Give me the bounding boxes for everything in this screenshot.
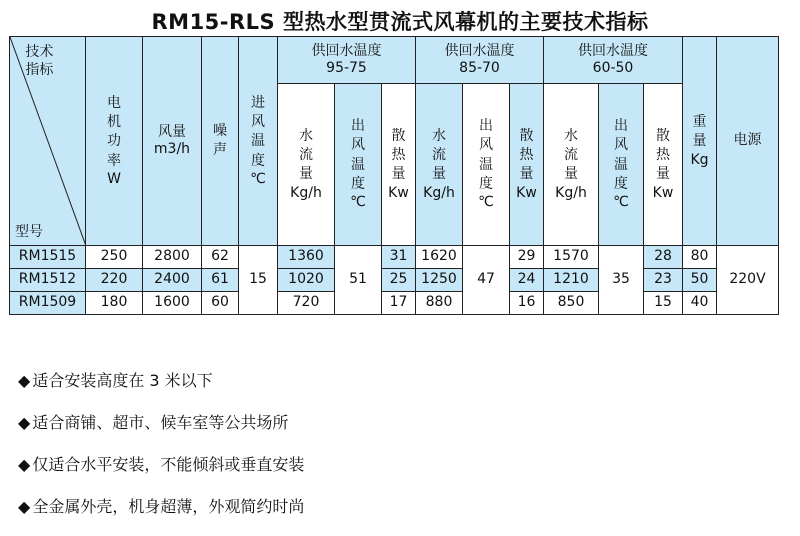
header-group-60-50: 供回水温度 60-50: [544, 37, 683, 84]
header-noise: 噪声: [202, 37, 239, 246]
list-item: ◆ 适合商铺、超市、候车室等公共场所: [18, 413, 289, 432]
page-title: RM15-RLS 型热水型贯流式风幕机的主要技术指标: [151, 10, 649, 34]
table-row: [10, 269, 779, 292]
weight-cell: 80: [683, 246, 717, 269]
header-power: 电机功率 W: [86, 37, 143, 246]
spec-table: [9, 36, 779, 315]
header-group-95-75: 供回水温度 95-75: [278, 37, 416, 84]
header-heat-3: 散热量 Kw: [644, 84, 683, 246]
corner-top-label: 技术指标: [25, 44, 54, 79]
model-cell: RM1515: [10, 246, 86, 269]
heat-cell: 17: [382, 292, 416, 315]
header-weight: 重量 Kg: [683, 37, 717, 246]
header-airflow: 风量 m3/h: [143, 37, 202, 246]
water-flow-cell: 1360: [278, 246, 335, 269]
header-heat-1: 散热量 Kw: [382, 84, 416, 246]
water-flow-cell: 1020: [278, 269, 335, 292]
water-flow-cell: 720: [278, 292, 335, 315]
header-water-flow-1: 水流量 Kg/h: [278, 84, 335, 246]
noise-cell: 62: [202, 246, 239, 269]
water-flow-cell: 1620: [416, 246, 463, 269]
power-cell: 180: [86, 292, 143, 315]
water-flow-cell: 1210: [544, 269, 599, 292]
table-row: [10, 292, 779, 315]
diamond-bullet-icon: ◆: [18, 455, 31, 474]
water-flow-cell: 1250: [416, 269, 463, 292]
power-supply-cell: 220V: [717, 246, 779, 315]
model-cell: RM1512: [10, 269, 86, 292]
outlet-temp-cell: 35: [599, 246, 644, 315]
inlet-temp-cell: 15: [239, 246, 278, 315]
model-cell: RM1509: [10, 292, 86, 315]
header-outlet-temp-1: 出风温度 ℃: [335, 84, 382, 246]
heat-cell: 31: [382, 246, 416, 269]
airflow-cell: 2800: [143, 246, 202, 269]
list-item: ◆ 适合安装高度在 3 米以下: [18, 371, 213, 390]
heat-cell: 29: [510, 246, 544, 269]
weight-cell: 50: [683, 269, 717, 292]
heat-cell: 16: [510, 292, 544, 315]
water-flow-cell: 850: [544, 292, 599, 315]
list-item: ◆ 仅适合水平安装，不能倾斜或垂直安装: [18, 455, 305, 474]
feature-list: [18, 368, 304, 536]
outlet-temp-cell: 47: [463, 246, 510, 315]
heat-cell: 25: [382, 269, 416, 292]
water-flow-cell: 880: [416, 292, 463, 315]
header-outlet-temp-2: 出风温度 ℃: [463, 84, 510, 246]
diamond-bullet-icon: ◆: [18, 371, 31, 390]
corner-bottom-label: 型号: [15, 223, 43, 240]
airflow-cell: 2400: [143, 269, 202, 292]
water-flow-cell: 1570: [544, 246, 599, 269]
airflow-cell: 1600: [143, 292, 202, 315]
weight-cell: 40: [683, 292, 717, 315]
header-water-flow-3: 水流量 Kg/h: [544, 84, 599, 246]
outlet-temp-cell: 51: [335, 246, 382, 315]
noise-cell: 60: [202, 292, 239, 315]
header-outlet-temp-3: 出风温度 ℃: [599, 84, 644, 246]
diamond-bullet-icon: ◆: [18, 497, 31, 516]
power-cell: 250: [86, 246, 143, 269]
table-row: [10, 246, 779, 269]
corner-header-cell: [10, 37, 86, 246]
noise-cell: 61: [202, 269, 239, 292]
header-water-flow-2: 水流量 Kg/h: [416, 84, 463, 246]
heat-cell: 28: [644, 246, 683, 269]
header-heat-2: 散热量 Kw: [510, 84, 544, 246]
header-power-supply: 电源: [717, 37, 779, 246]
header-inlet-temp: 进风温度 ℃: [239, 37, 278, 246]
heat-cell: 23: [644, 269, 683, 292]
header-group-85-70: 供回水温度 85-70: [416, 37, 544, 84]
diamond-bullet-icon: ◆: [18, 413, 31, 432]
heat-cell: 15: [644, 292, 683, 315]
list-item: ◆ 全金属外壳，机身超薄，外观简约时尚: [18, 497, 305, 516]
heat-cell: 24: [510, 269, 544, 292]
power-cell: 220: [86, 269, 143, 292]
